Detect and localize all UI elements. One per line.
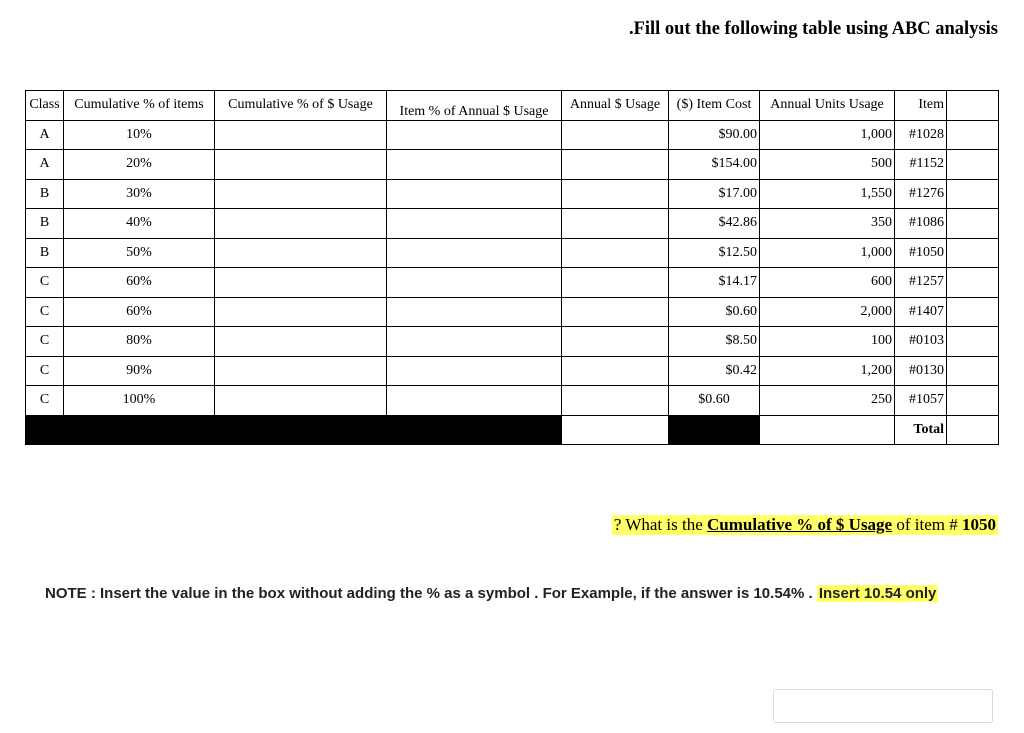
cell-item: #1276: [895, 179, 947, 209]
cell-annual-units: 1,000: [760, 120, 895, 150]
cell-blank: [947, 120, 999, 150]
cell-cumulative-usage[interactable]: [215, 238, 387, 268]
cell-cumulative-usage[interactable]: [215, 209, 387, 239]
cell-annual-units: 250: [760, 386, 895, 416]
cell-annual-usage[interactable]: [562, 386, 669, 416]
cell-cumulative-items: 10%: [64, 120, 215, 150]
cell-blank: [947, 179, 999, 209]
note-body: NOTE : Insert the value in the box without adding the % as a symbol . For Example, if the answer is 10.54% .: [45, 585, 817, 602]
cell-item: #1028: [895, 120, 947, 150]
cell-cumulative-usage[interactable]: [215, 356, 387, 386]
table-row: [26, 356, 999, 386]
cell-class: B: [26, 238, 64, 268]
table-row: [26, 386, 999, 416]
cell-blank: [947, 386, 999, 416]
table-row: [26, 150, 999, 180]
cell-item: #1257: [895, 268, 947, 298]
note-highlight: Insert 10.54 only: [818, 585, 937, 602]
cell-cumulative-items: 90%: [64, 356, 215, 386]
total-blank-cell: [760, 415, 895, 445]
cell-class: C: [26, 268, 64, 298]
cell-item-percent-usage[interactable]: [387, 297, 562, 327]
table-row: [26, 268, 999, 298]
cell-cumulative-usage[interactable]: [215, 327, 387, 357]
cell-cumulative-usage[interactable]: [215, 386, 387, 416]
total-label: Total: [895, 415, 947, 445]
cell-class: C: [26, 386, 64, 416]
header-item: Item: [895, 91, 947, 121]
cell-item-cost: $42.86: [669, 209, 760, 239]
table-header-row: [26, 91, 999, 121]
question-middle: of item #: [892, 515, 962, 534]
table-row: [26, 297, 999, 327]
cell-item: #1057: [895, 386, 947, 416]
cell-blank: [947, 238, 999, 268]
cell-blank: [947, 356, 999, 386]
header-cumulative-items: Cumulative % of items: [64, 91, 215, 121]
cell-annual-units: 1,550: [760, 179, 895, 209]
cell-item: #1086: [895, 209, 947, 239]
cell-class: C: [26, 327, 64, 357]
cell-annual-usage[interactable]: [562, 179, 669, 209]
cell-class: B: [26, 179, 64, 209]
cell-annual-usage[interactable]: [562, 150, 669, 180]
cell-cumulative-items: 40%: [64, 209, 215, 239]
total-black-band: [26, 415, 562, 445]
cell-cumulative-usage[interactable]: [215, 297, 387, 327]
cell-annual-units: 100: [760, 327, 895, 357]
cell-class: C: [26, 356, 64, 386]
cell-blank: [947, 327, 999, 357]
cell-annual-units: 600: [760, 268, 895, 298]
cell-blank: [947, 150, 999, 180]
cell-cumulative-items: 60%: [64, 297, 215, 327]
cell-annual-usage[interactable]: [562, 268, 669, 298]
cell-item-percent-usage[interactable]: [387, 179, 562, 209]
cell-item-cost: $0.60: [669, 297, 760, 327]
cell-cumulative-items: 50%: [64, 238, 215, 268]
question-item-number: 1050: [962, 515, 996, 534]
header-cumulative-usage: Cumulative % of $ Usage: [215, 91, 387, 121]
cell-annual-units: 1,200: [760, 356, 895, 386]
total-row: [26, 415, 999, 445]
cell-item-percent-usage[interactable]: [387, 209, 562, 239]
cell-cumulative-usage[interactable]: [215, 150, 387, 180]
cell-item: #1407: [895, 297, 947, 327]
cell-item-cost: $12.50: [669, 238, 760, 268]
note-text: [45, 585, 938, 602]
header-class: Class: [26, 91, 64, 121]
cell-item: #1152: [895, 150, 947, 180]
cell-item-percent-usage[interactable]: [387, 356, 562, 386]
table-row: [26, 179, 999, 209]
table-row: [26, 327, 999, 357]
cell-cumulative-items: 30%: [64, 179, 215, 209]
table-row: [26, 238, 999, 268]
cell-annual-usage[interactable]: [562, 238, 669, 268]
cell-item-percent-usage[interactable]: [387, 238, 562, 268]
question-underlined: Cumulative % of $ Usage: [707, 515, 893, 534]
cell-item-percent-usage[interactable]: [387, 120, 562, 150]
cell-item-cost: $14.17: [669, 268, 760, 298]
header-annual-usage: Annual $ Usage: [562, 91, 669, 121]
answer-input[interactable]: [773, 689, 993, 723]
cell-cumulative-usage[interactable]: [215, 268, 387, 298]
header-blank: [947, 91, 999, 121]
cell-item-cost: $90.00: [669, 120, 760, 150]
cell-cumulative-items: 100%: [64, 386, 215, 416]
header-item-cost: ($) Item Cost: [669, 91, 760, 121]
cell-annual-usage[interactable]: [562, 356, 669, 386]
question-text: [612, 515, 998, 535]
question-prefix: ? What is the: [613, 515, 707, 534]
total-black-cell: [669, 415, 760, 445]
cell-blank: [947, 268, 999, 298]
cell-annual-units: 2,000: [760, 297, 895, 327]
cell-item-percent-usage[interactable]: [387, 150, 562, 180]
table-row: [26, 209, 999, 239]
total-annual-usage-cell[interactable]: [562, 415, 669, 445]
cell-blank: [947, 297, 999, 327]
cell-item-percent-usage[interactable]: [387, 386, 562, 416]
abc-analysis-table: [25, 90, 999, 445]
cell-item-cost: $154.00: [669, 150, 760, 180]
cell-class: A: [26, 150, 64, 180]
table-row: [26, 120, 999, 150]
cell-cumulative-items: 60%: [64, 268, 215, 298]
cell-annual-usage[interactable]: [562, 327, 669, 357]
cell-item: #0130: [895, 356, 947, 386]
cell-annual-units: 350: [760, 209, 895, 239]
cell-annual-units: 500: [760, 150, 895, 180]
cell-item-cost: $17.00: [669, 179, 760, 209]
page-title: .Fill out the following table using ABC analysis: [628, 19, 998, 39]
total-blank-end: [947, 415, 999, 445]
cell-class: B: [26, 209, 64, 239]
cell-annual-usage[interactable]: [562, 209, 669, 239]
cell-class: C: [26, 297, 64, 327]
cell-cumulative-items: 20%: [64, 150, 215, 180]
cell-item: #0103: [895, 327, 947, 357]
cell-annual-units: 1,000: [760, 238, 895, 268]
cell-blank: [947, 209, 999, 239]
header-item-percent-usage: Item % of Annual $ Usage: [387, 91, 562, 121]
cell-cumulative-items: 80%: [64, 327, 215, 357]
cell-class: A: [26, 120, 64, 150]
cell-cumulative-usage[interactable]: [215, 179, 387, 209]
cell-item: #1050: [895, 238, 947, 268]
cell-item-cost: $0.60: [669, 386, 760, 416]
cell-item-cost: $0.42: [669, 356, 760, 386]
header-annual-units: Annual Units Usage: [760, 91, 895, 121]
cell-item-percent-usage[interactable]: [387, 268, 562, 298]
cell-annual-usage[interactable]: [562, 120, 669, 150]
cell-annual-usage[interactable]: [562, 297, 669, 327]
cell-item-cost: $8.50: [669, 327, 760, 357]
cell-cumulative-usage[interactable]: [215, 120, 387, 150]
cell-item-percent-usage[interactable]: [387, 327, 562, 357]
